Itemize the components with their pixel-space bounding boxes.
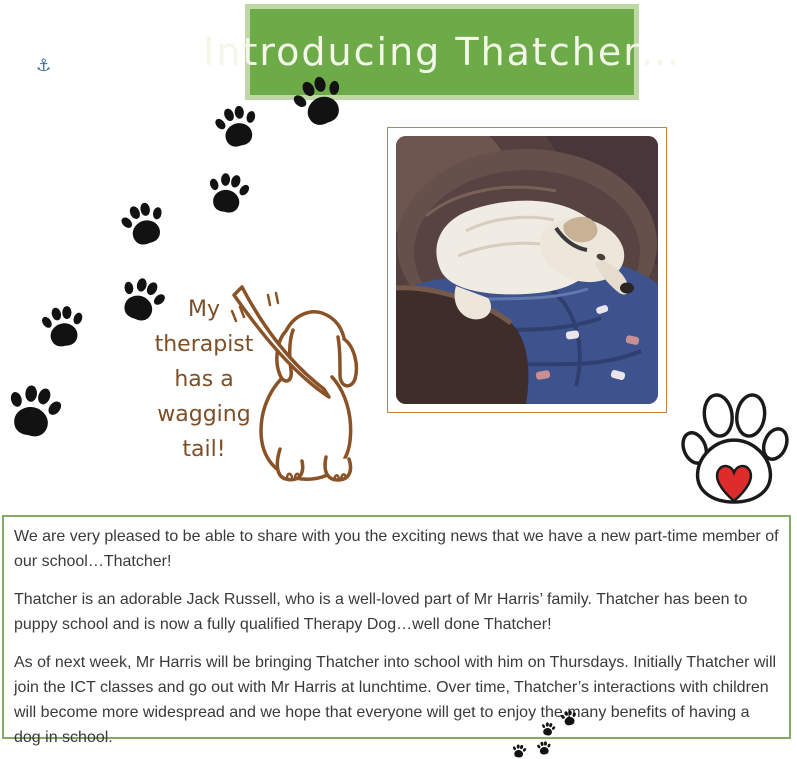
page-title: Introducing Thatcher… bbox=[203, 30, 681, 74]
paw-print-icon bbox=[510, 743, 528, 759]
paw-print-icon bbox=[535, 740, 552, 757]
anchor-icon[interactable]: ⚓ bbox=[36, 56, 52, 76]
announcement-text-box[interactable] bbox=[2, 515, 791, 746]
quote-line: therapist bbox=[154, 332, 254, 357]
announcement-paragraph: We are very pleased to be able to share with you the exciting news that we have a new part-time member of our school…Thatcher! bbox=[14, 528, 779, 570]
quote-line: My bbox=[187, 297, 220, 322]
thatcher-photo-image bbox=[396, 136, 658, 404]
heart-paw-clipart-icon[interactable] bbox=[674, 385, 792, 507]
paw-print-icon bbox=[539, 721, 557, 739]
paw-print-icon bbox=[114, 196, 174, 256]
announcement-paragraph: As of next week, Mr Harris will be bringing Thatcher into school with him on Thursdays. Initially Thatcher will join the ICT classes and go out with Mr Harris at lunchtime. Over time, Thatcher’s interactions with children will become more widespread and we hope that everyone will get to enjoy the many benefits of having a dog in school. bbox=[14, 654, 777, 746]
thatcher-photo[interactable] bbox=[387, 127, 667, 413]
paw-print-icon bbox=[0, 379, 67, 448]
paw-print-icon bbox=[201, 168, 253, 220]
paw-print-icon bbox=[37, 300, 90, 356]
quote-line: has a bbox=[174, 367, 234, 392]
quote-line: wagging bbox=[157, 402, 251, 427]
paw-print-icon bbox=[208, 100, 266, 156]
therapist-quote[interactable] bbox=[146, 292, 262, 467]
announcement-paragraph: Thatcher is an adorable Jack Russell, who is a well-loved part of Mr Harris’ family. Thatcher has been to puppy school and is now a fully qualified Therapy Dog…well done Thatcher! bbox=[14, 591, 748, 633]
quote-line: tail! bbox=[182, 437, 226, 462]
